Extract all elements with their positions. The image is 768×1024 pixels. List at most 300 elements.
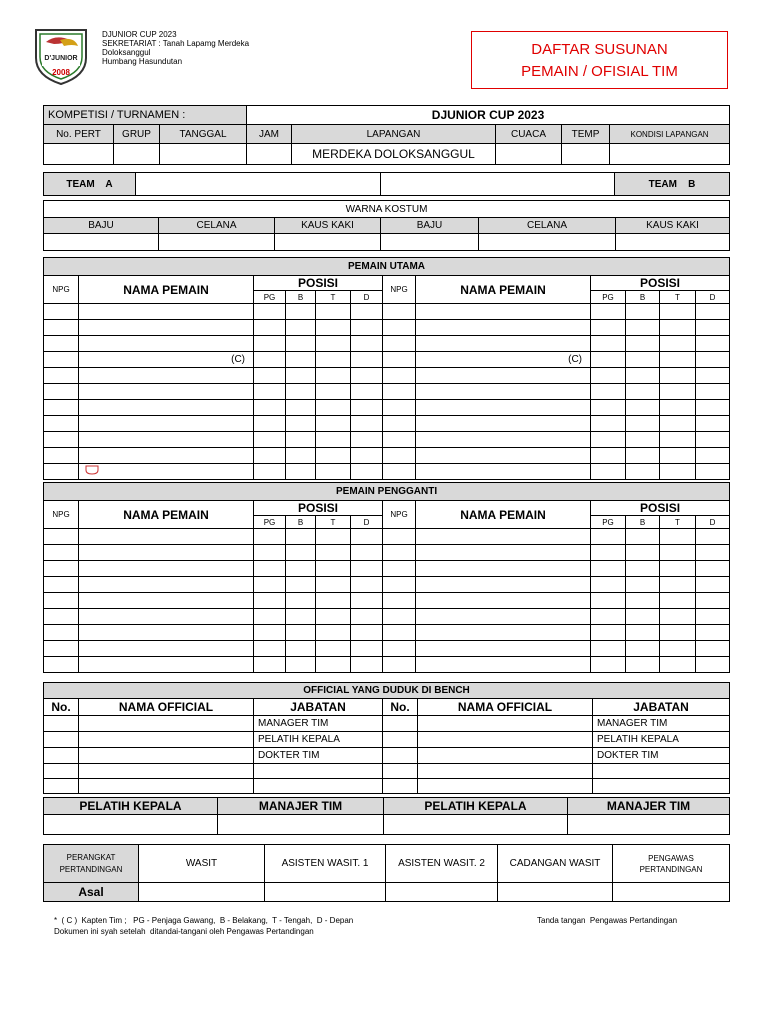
pos-d-cell[interactable]	[351, 384, 383, 400]
pos-b-cell[interactable]	[286, 657, 316, 673]
pos-b-cell[interactable]	[286, 448, 316, 464]
npg-cell[interactable]	[44, 368, 79, 384]
pos-t-cell[interactable]	[660, 432, 696, 448]
nama-pemain-cell[interactable]	[79, 304, 254, 320]
pos-d-cell[interactable]	[696, 561, 730, 577]
npg-cell[interactable]	[383, 609, 416, 625]
nama-official-cell[interactable]	[418, 716, 593, 732]
pos-d-cell[interactable]	[696, 352, 730, 368]
pos-d-cell[interactable]	[696, 641, 730, 657]
pos-b-cell[interactable]	[626, 320, 660, 336]
pos-pg-cell[interactable]	[591, 400, 626, 416]
npg-cell[interactable]	[44, 416, 79, 432]
pos-pg-cell[interactable]	[591, 416, 626, 432]
pos-pg-cell[interactable]	[254, 416, 286, 432]
pos-t-cell[interactable]	[316, 368, 351, 384]
pos-pg-cell[interactable]	[254, 448, 286, 464]
nama-pemain-cell[interactable]	[79, 368, 254, 384]
pos-pg-cell[interactable]	[591, 384, 626, 400]
npg-cell[interactable]	[383, 416, 416, 432]
pos-pg-cell[interactable]	[591, 304, 626, 320]
npg-cell[interactable]	[383, 577, 416, 593]
nama-pemain-cell[interactable]	[416, 561, 591, 577]
jabatan-cell[interactable]	[593, 779, 730, 794]
pos-d-cell[interactable]	[696, 545, 730, 561]
official-no-cell[interactable]	[44, 748, 79, 764]
pos-t-cell[interactable]	[660, 609, 696, 625]
pos-t-cell[interactable]	[316, 529, 351, 545]
pos-pg-cell[interactable]	[591, 320, 626, 336]
official-no-cell[interactable]	[44, 779, 79, 794]
npg-cell[interactable]	[44, 593, 79, 609]
kostum-field[interactable]	[275, 234, 381, 251]
official-row	[44, 716, 730, 732]
pos-d-cell[interactable]	[351, 320, 383, 336]
kostum-field[interactable]	[159, 234, 275, 251]
pos-pg-cell[interactable]	[254, 609, 286, 625]
nama-official-cell[interactable]	[79, 764, 254, 779]
npg-cell[interactable]	[44, 304, 79, 320]
pos-d-cell[interactable]	[351, 352, 383, 368]
npg-cell[interactable]	[44, 384, 79, 400]
nama-official-cell[interactable]	[418, 748, 593, 764]
pos-d-cell[interactable]	[351, 304, 383, 320]
pos-d-cell[interactable]	[696, 304, 730, 320]
pos-t-cell[interactable]	[660, 352, 696, 368]
nama-pemain-cell[interactable]	[79, 384, 254, 400]
npg-header: NPG	[383, 501, 416, 529]
pos-t-cell[interactable]	[660, 641, 696, 657]
npg-cell[interactable]	[383, 464, 416, 480]
nama-pemain-cell[interactable]	[416, 384, 591, 400]
pos-b-cell[interactable]	[626, 641, 660, 657]
pos-pg-cell[interactable]	[254, 368, 286, 384]
pos-pg-cell[interactable]	[591, 609, 626, 625]
pos-t-cell[interactable]	[660, 400, 696, 416]
pos-pg-cell[interactable]	[591, 577, 626, 593]
npg-cell[interactable]	[383, 641, 416, 657]
pos-b-cell[interactable]	[286, 416, 316, 432]
official-no-cell[interactable]	[44, 732, 79, 748]
pos-pg-cell[interactable]	[254, 432, 286, 448]
pos-t-cell[interactable]	[660, 593, 696, 609]
pos-t-cell[interactable]	[660, 416, 696, 432]
pos-b-cell[interactable]	[286, 352, 316, 368]
team-b-name-field[interactable]	[381, 173, 615, 196]
pos-d-cell[interactable]	[351, 609, 383, 625]
pos-d-cell[interactable]	[696, 416, 730, 432]
pos-pg-cell[interactable]	[254, 464, 286, 480]
pos-t-cell[interactable]	[316, 416, 351, 432]
nama-pemain-cell[interactable]	[79, 448, 254, 464]
npg-cell[interactable]	[383, 545, 416, 561]
npg-cell[interactable]	[383, 400, 416, 416]
pos-pg-cell[interactable]	[254, 657, 286, 673]
pos-b-cell[interactable]	[286, 432, 316, 448]
jabatan-cell[interactable]: MANAGER TIM	[593, 716, 730, 732]
pos-d-cell[interactable]	[696, 593, 730, 609]
pos-d-cell[interactable]	[696, 448, 730, 464]
pos-t-cell[interactable]	[316, 561, 351, 577]
pos-pg-cell[interactable]	[254, 352, 286, 368]
pos-b-cell[interactable]	[626, 448, 660, 464]
pos-b-cell[interactable]	[626, 561, 660, 577]
npg-cell[interactable]	[383, 336, 416, 352]
npg-cell[interactable]	[44, 448, 79, 464]
pos-t-cell[interactable]	[316, 384, 351, 400]
pos-d-cell[interactable]	[351, 625, 383, 641]
pos-t-cell[interactable]	[660, 625, 696, 641]
pos-pg-cell[interactable]	[591, 625, 626, 641]
asal-field[interactable]	[139, 883, 265, 902]
pos-d-cell[interactable]	[351, 657, 383, 673]
pos-b-cell[interactable]	[286, 384, 316, 400]
team-a-name-field[interactable]	[136, 173, 381, 196]
pos-d-cell[interactable]	[696, 609, 730, 625]
pos-d-cell[interactable]	[351, 561, 383, 577]
jabatan-cell[interactable]	[593, 764, 730, 779]
npg-cell[interactable]	[44, 609, 79, 625]
official-no-cell[interactable]	[383, 779, 418, 794]
signature-field[interactable]	[384, 815, 568, 835]
nama-pemain-cell[interactable]	[416, 529, 591, 545]
asal-field[interactable]	[498, 883, 613, 902]
pos-d-cell[interactable]	[696, 625, 730, 641]
pos-b-cell[interactable]	[286, 561, 316, 577]
nama-pemain-cell[interactable]	[79, 400, 254, 416]
pos-t-cell[interactable]	[660, 464, 696, 480]
pos-d-cell[interactable]	[696, 464, 730, 480]
jabatan-cell[interactable]: PELATIH KEPALA	[254, 732, 383, 748]
pos-b-cell[interactable]	[286, 545, 316, 561]
asal-field[interactable]	[613, 883, 730, 902]
pos-t-cell[interactable]	[660, 320, 696, 336]
pos-d-cell[interactable]	[696, 368, 730, 384]
nama-pemain-cell[interactable]	[79, 593, 254, 609]
official-no-cell[interactable]	[383, 716, 418, 732]
pos-b-cell[interactable]	[286, 529, 316, 545]
pos-pg-cell[interactable]	[591, 545, 626, 561]
pos-t-cell[interactable]	[316, 448, 351, 464]
pos-d-cell[interactable]	[696, 657, 730, 673]
pos-pg-cell[interactable]	[254, 561, 286, 577]
pos-b-cell[interactable]	[626, 432, 660, 448]
pos-t-cell[interactable]	[316, 400, 351, 416]
nama-pemain-cell[interactable]	[416, 464, 591, 480]
pos-d-cell[interactable]	[696, 320, 730, 336]
kostum-field[interactable]	[381, 234, 479, 251]
pos-b-cell[interactable]	[626, 384, 660, 400]
nama-official-cell[interactable]	[79, 748, 254, 764]
npg-cell[interactable]	[44, 320, 79, 336]
npg-cell[interactable]	[383, 561, 416, 577]
pos-pg-cell[interactable]	[254, 529, 286, 545]
pos-d-cell[interactable]	[696, 432, 730, 448]
npg-cell[interactable]	[44, 545, 79, 561]
npg-cell[interactable]	[44, 464, 79, 480]
pos-pg-cell[interactable]	[591, 368, 626, 384]
nama-pemain-cell[interactable]	[416, 416, 591, 432]
pos-t-cell[interactable]	[660, 529, 696, 545]
nama-pemain-cell[interactable]	[79, 609, 254, 625]
no-pert-field[interactable]	[44, 144, 114, 165]
pos-d-cell[interactable]	[696, 336, 730, 352]
nama-pemain-cell[interactable]	[79, 529, 254, 545]
npg-cell[interactable]	[383, 304, 416, 320]
pos-pg-cell[interactable]	[254, 577, 286, 593]
nama-pemain-cell[interactable]	[416, 609, 591, 625]
pos-d-cell[interactable]	[351, 336, 383, 352]
pos-b-cell[interactable]	[626, 352, 660, 368]
pos-b-cell[interactable]	[626, 657, 660, 673]
pos-b-cell[interactable]	[626, 545, 660, 561]
nama-pemain-cell[interactable]	[416, 448, 591, 464]
nama-official-cell[interactable]	[418, 764, 593, 779]
pos-b-cell[interactable]	[286, 400, 316, 416]
pos-t-cell[interactable]	[316, 641, 351, 657]
pos-t-cell[interactable]	[316, 545, 351, 561]
nama-pemain-cell[interactable]	[416, 336, 591, 352]
asal-field[interactable]	[265, 883, 386, 902]
nama-pemain-cell[interactable]	[79, 416, 254, 432]
pos-b-cell[interactable]	[626, 304, 660, 320]
pos-pg-cell[interactable]	[254, 545, 286, 561]
nama-pemain-cell[interactable]	[79, 577, 254, 593]
lapangan-field[interactable]: MERDEKA DOLOKSANGGUL	[292, 144, 496, 165]
pos-pg-cell[interactable]	[591, 657, 626, 673]
nama-pemain-cell[interactable]	[79, 336, 254, 352]
pos-b-cell[interactable]	[626, 336, 660, 352]
pos-pg-cell[interactable]	[591, 529, 626, 545]
pos-b-cell[interactable]	[626, 593, 660, 609]
pos-d-cell[interactable]	[351, 416, 383, 432]
perangkat-table	[43, 844, 730, 902]
official-no-cell[interactable]	[383, 764, 418, 779]
pos-d-cell[interactable]	[351, 432, 383, 448]
pos-b-cell[interactable]	[626, 400, 660, 416]
pos-pg-cell[interactable]	[254, 304, 286, 320]
jabatan-cell[interactable]	[254, 779, 383, 794]
nama-official-cell[interactable]	[79, 732, 254, 748]
pos-t-cell[interactable]	[660, 448, 696, 464]
nama-pemain-cell[interactable]	[416, 593, 591, 609]
pos-d-cell[interactable]	[351, 448, 383, 464]
nama-official-cell[interactable]	[79, 779, 254, 794]
pos-t-cell[interactable]	[660, 545, 696, 561]
npg-cell[interactable]	[383, 625, 416, 641]
nama-pemain-cell[interactable]	[416, 368, 591, 384]
pos-b-cell[interactable]	[286, 320, 316, 336]
kostum-field[interactable]	[44, 234, 159, 251]
pos-d-cell[interactable]	[351, 464, 383, 480]
nama-official-cell[interactable]	[79, 716, 254, 732]
jabatan-cell[interactable]: DOKTER TIM	[593, 748, 730, 764]
jabatan-cell[interactable]: MANAGER TIM	[254, 716, 383, 732]
npg-cell[interactable]	[44, 352, 79, 368]
pos-b-cell[interactable]	[286, 464, 316, 480]
pos-t-cell[interactable]	[660, 304, 696, 320]
npg-cell[interactable]	[383, 320, 416, 336]
cuaca-field[interactable]	[496, 144, 562, 165]
pos-d-cell[interactable]	[351, 577, 383, 593]
pos-t-cell[interactable]	[316, 577, 351, 593]
pos-b-cell[interactable]	[626, 577, 660, 593]
npg-cell[interactable]	[383, 368, 416, 384]
npg-cell[interactable]	[383, 352, 416, 368]
official-no-cell[interactable]	[383, 732, 418, 748]
pos-d-cell[interactable]	[351, 641, 383, 657]
pos-b-cell[interactable]	[626, 625, 660, 641]
nama-pemain-cell[interactable]	[416, 304, 591, 320]
npg-cell[interactable]	[44, 641, 79, 657]
pos-t-cell[interactable]	[660, 336, 696, 352]
pos-b-cell[interactable]	[626, 464, 660, 480]
nama-official-cell[interactable]	[418, 732, 593, 748]
pos-b-cell[interactable]	[286, 304, 316, 320]
grup-field[interactable]	[114, 144, 160, 165]
nama-pemain-cell[interactable]	[416, 400, 591, 416]
signature-field[interactable]	[568, 815, 730, 835]
pos-pg-cell[interactable]	[254, 641, 286, 657]
nama-pemain-cell[interactable]	[79, 641, 254, 657]
pos-pg-cell[interactable]	[254, 400, 286, 416]
pos-t-cell[interactable]	[316, 432, 351, 448]
captain-mark: (C)	[231, 354, 245, 365]
player-row	[44, 593, 730, 609]
official-no-cell[interactable]	[44, 764, 79, 779]
kostum-field[interactable]	[479, 234, 616, 251]
signature-field[interactable]	[218, 815, 384, 835]
pos-b-cell[interactable]	[286, 368, 316, 384]
official-no-cell[interactable]	[383, 748, 418, 764]
npg-cell[interactable]	[44, 432, 79, 448]
npg-cell[interactable]	[383, 593, 416, 609]
pos-pg-cell[interactable]	[591, 464, 626, 480]
pos-pg-cell[interactable]	[591, 561, 626, 577]
npg-cell[interactable]	[383, 657, 416, 673]
pos-b-cell[interactable]	[626, 529, 660, 545]
official-no-cell[interactable]	[44, 716, 79, 732]
nama-pemain-cell[interactable]	[79, 352, 254, 368]
pos-b-cell[interactable]	[626, 416, 660, 432]
pos-d-cell[interactable]	[696, 577, 730, 593]
pos-d-cell[interactable]	[351, 400, 383, 416]
pos-t-cell[interactable]	[316, 593, 351, 609]
nama-pemain-cell[interactable]	[416, 641, 591, 657]
pos-d-cell[interactable]	[351, 545, 383, 561]
temp-field[interactable]	[562, 144, 610, 165]
npg-cell[interactable]	[44, 577, 79, 593]
pos-t-cell[interactable]	[316, 320, 351, 336]
pos-b-cell[interactable]	[286, 641, 316, 657]
npg-cell[interactable]	[383, 529, 416, 545]
nama-pemain-cell[interactable]	[79, 545, 254, 561]
pos-b-cell[interactable]	[286, 625, 316, 641]
signature-field[interactable]	[44, 815, 218, 835]
nama-pemain-cell[interactable]	[79, 625, 254, 641]
pos-d-cell[interactable]	[351, 529, 383, 545]
jabatan-cell[interactable]	[254, 764, 383, 779]
pos-d-cell[interactable]	[351, 593, 383, 609]
nama-pemain-cell[interactable]	[416, 625, 591, 641]
pos-pg-cell[interactable]	[591, 641, 626, 657]
pos-t-cell[interactable]	[660, 577, 696, 593]
npg-cell[interactable]	[44, 625, 79, 641]
pos-pg-cell[interactable]	[254, 625, 286, 641]
pos-t-cell[interactable]	[316, 304, 351, 320]
pos-t-cell[interactable]	[660, 368, 696, 384]
nama-pemain-cell[interactable]	[416, 657, 591, 673]
pos-t-cell[interactable]	[660, 561, 696, 577]
pos-pg-cell[interactable]	[254, 320, 286, 336]
nama-pemain-cell[interactable]	[79, 432, 254, 448]
npg-cell[interactable]	[44, 400, 79, 416]
pos-b-cell[interactable]	[286, 336, 316, 352]
tanggal-field[interactable]	[160, 144, 247, 165]
kostum-field[interactable]	[616, 234, 730, 251]
jam-field[interactable]	[247, 144, 292, 165]
nama-pemain-cell[interactable]	[416, 320, 591, 336]
pos-pg-cell[interactable]	[254, 593, 286, 609]
pos-b-cell[interactable]	[626, 609, 660, 625]
pos-b-cell[interactable]	[286, 577, 316, 593]
nama-pemain-cell[interactable]	[416, 352, 591, 368]
nama-pemain-cell[interactable]	[416, 577, 591, 593]
pos-b-cell[interactable]	[626, 368, 660, 384]
pos-pg-cell[interactable]	[591, 448, 626, 464]
nama-pemain-cell[interactable]	[416, 545, 591, 561]
pos-pg-cell[interactable]	[254, 384, 286, 400]
pos-d-cell[interactable]	[696, 400, 730, 416]
asal-field[interactable]	[386, 883, 498, 902]
pos-t-cell[interactable]	[660, 384, 696, 400]
npg-cell[interactable]	[383, 384, 416, 400]
pos-pg-cell[interactable]	[591, 352, 626, 368]
jabatan-cell[interactable]: PELATIH KEPALA	[593, 732, 730, 748]
nama-pemain-cell[interactable]	[79, 657, 254, 673]
pos-d-cell[interactable]	[696, 529, 730, 545]
nama-pemain-cell[interactable]	[79, 464, 254, 480]
pos-t-cell[interactable]	[316, 657, 351, 673]
npg-cell[interactable]	[44, 336, 79, 352]
jabatan-cell[interactable]: DOKTER TIM	[254, 748, 383, 764]
pos-t-cell[interactable]	[660, 657, 696, 673]
pos-pg-cell[interactable]	[591, 593, 626, 609]
nama-pemain-cell[interactable]	[416, 432, 591, 448]
pos-t-cell[interactable]	[316, 609, 351, 625]
nama-official-cell[interactable]	[418, 779, 593, 794]
npg-cell[interactable]	[383, 448, 416, 464]
pos-t-cell[interactable]	[316, 464, 351, 480]
npg-cell[interactable]	[383, 432, 416, 448]
pos-d-cell[interactable]	[696, 384, 730, 400]
pos-b-cell[interactable]	[286, 593, 316, 609]
pos-d-cell[interactable]	[351, 368, 383, 384]
pos-t-cell[interactable]	[316, 336, 351, 352]
pos-pg-cell[interactable]	[591, 336, 626, 352]
pos-b-cell[interactable]	[286, 609, 316, 625]
npg-cell[interactable]	[44, 657, 79, 673]
kondisi-field[interactable]	[610, 144, 730, 165]
pos-t-cell[interactable]	[316, 352, 351, 368]
npg-cell[interactable]	[44, 529, 79, 545]
pos-t-cell[interactable]	[316, 625, 351, 641]
pos-pg-cell[interactable]	[591, 432, 626, 448]
nama-pemain-cell[interactable]	[79, 320, 254, 336]
pos-pg-cell[interactable]	[254, 336, 286, 352]
nama-pemain-cell[interactable]	[79, 561, 254, 577]
npg-cell[interactable]	[44, 561, 79, 577]
